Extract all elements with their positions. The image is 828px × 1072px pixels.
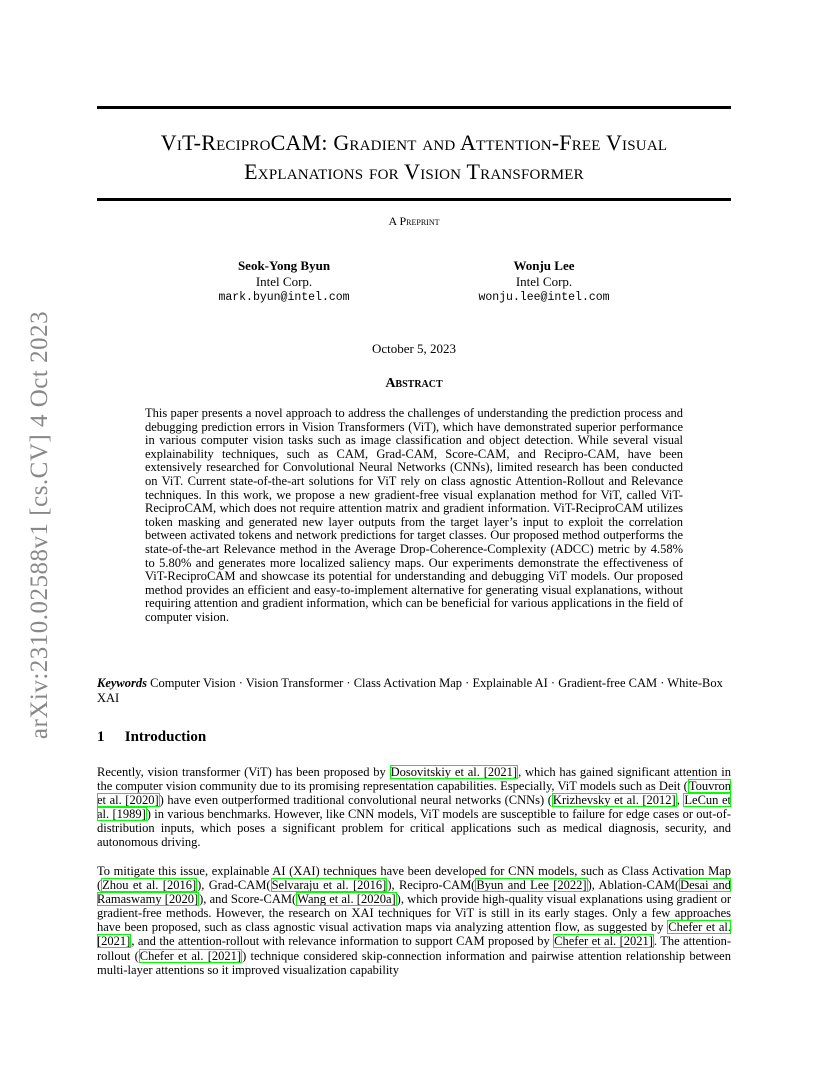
text-run: ), Grad-CAM( [197, 878, 271, 893]
citation-link[interactable]: Wang et al. [2020a] [297, 892, 396, 907]
citation-link[interactable]: Desai and Ramaswamy [2020] [97, 878, 731, 907]
text-run: ), Ablation-CAM( [587, 878, 680, 893]
section-number: 1 [97, 729, 105, 745]
intro-paragraph-2 [97, 864, 731, 977]
author-name: Wonju Lee [513, 258, 575, 273]
citation-link[interactable]: Chefer et al. [2021] [554, 934, 653, 949]
text-run: Recently, vision transformer (ViT) has been proposed by [97, 765, 390, 779]
text-run: ), Recipro-CAM( [387, 878, 476, 893]
citation-link[interactable]: LeCun et al. [1989] [97, 793, 732, 822]
text-run: , and the attention-rollout with relevance information to support CAM proposed by [131, 934, 554, 949]
title-line-2: Explanations for Vision Transformer [244, 159, 584, 184]
text-run: . The attention-rollout ( [97, 934, 731, 963]
citation-link[interactable]: Chefer et al. [2021] [97, 920, 731, 949]
author-email[interactable]: wonju.lee@intel.com [478, 291, 610, 304]
title-bottom-rule [97, 198, 731, 201]
keywords-list: Computer Vision · Vision Transformer · Class Activation Map · Explainable AI · Gradient-free CAM · White-Box XAI [97, 676, 723, 705]
text-run: To mitigate this issue, explainable AI (XAI) techniques have been developed for CNN models, such as Class Activation Map ( [97, 864, 731, 893]
arxiv-side-stamp: arXiv:2310.02588v1 [cs.CV] 4 Oct 2023 [26, 310, 53, 740]
text-run: ) technique considered skip-connection information and pairwise attention relationship between multi-layer attentions so it improved visualization capability [97, 948, 731, 977]
citation-link[interactable]: Touvron et al. [2020] [97, 779, 731, 808]
abstract-heading: Abstract [385, 376, 443, 391]
citation-link[interactable]: Krizhevsky et al. [2012] [552, 793, 676, 808]
text-run: ), and Score-CAM( [199, 892, 297, 907]
title-line-1: ViT-ReciproCAM: Gradient and Attention-Free Visual [160, 130, 668, 155]
preprint-label: A Preprint [388, 214, 440, 228]
paper-title [97, 128, 731, 186]
publication-date: October 5, 2023 [371, 341, 457, 356]
citation-link[interactable]: Dosovitskiy et al. [2021] [390, 765, 518, 779]
citation-link[interactable]: Chefer et al. [2021] [139, 948, 242, 963]
citation-link[interactable]: Selvaraju et al. [2016] [271, 878, 387, 893]
keywords-label: Keywords [97, 676, 147, 690]
keywords [97, 676, 731, 705]
author-block-1 [164, 258, 404, 306]
text-run: ) in various benchmarks. However, like CNN models, ViT models are susceptible to failure for edge cases or out-of-distribution inputs, which poses a significant problem for critical applications such as medical diagnosis, security, and autonomous driving. [97, 807, 731, 850]
section-heading-introduction [97, 729, 206, 746]
text-run: , [676, 793, 684, 808]
intro-paragraph-1 [97, 765, 731, 850]
citation-link[interactable]: Zhou et al. [2016] [102, 878, 197, 893]
author-email[interactable]: mark.byun@intel.com [218, 291, 350, 304]
text-run: , which has gained significant attention in the computer vision community due to its promising representation capabilities. Especially, ViT models such as Deit ( [97, 765, 731, 794]
text-run: ) have even outperformed traditional convolutional neural networks (CNNs) ( [159, 793, 552, 808]
section-title: Introduction [124, 729, 207, 745]
author-affiliation: Intel Corp. [515, 274, 573, 289]
text-run: ), which provide high-quality visual explanations using gradient or gradient-free methods. However, the research on XAI techniques for ViT is still in its early stages. Only a few approaches have been proposed, such as class agnostic visual activation maps via analyzing attention flow, as suggested by [97, 892, 731, 935]
citation-link[interactable]: Byun and Lee [2022] [476, 878, 587, 893]
title-top-rule [97, 106, 731, 109]
author-block-2 [424, 258, 664, 306]
author-name: Seok-Yong Byun [237, 258, 331, 273]
abstract-text: This paper presents a novel approach to address the challenges of understanding the prediction process and debugging prediction errors in Vision Transformers (ViT), which have demonstrated superior performance in various computer vision tasks such as image classification and object detection. While several visual explainability techniques, such as CAM, Grad-CAM, Score-CAM, and Recipro-CAM, have been extensively researched for Convolutional Neural Networks (CNNs), limited research has been conducted on ViT. Current state-of-the-art solutions for ViT rely on class agnostic Attention-Rollout and Relevance techniques. In this work, we propose a new gradient-free visual explanation method for ViT, called ViT-ReciproCAM, which does not require attention matrix and gradient information. ViT-ReciproCAM utilizes token masking and generated new layer outputs from the target layer’s input to exploit the correlation between activated tokens and network predictions for target classes. Our proposed method outperforms the state-of-the-art Relevance method in the Average Drop-Coherence-Complexity (ADCC) metric by 4.58% to 5.80% and generates more localized saliency maps. Our experiments demonstrate the effectiveness of ViT-ReciproCAM and showcase its potential for understanding and debugging ViT models. Our proposed method provides an efficient and easy-to-implement alternative for generating visual explanations, without requiring attention and gradient information, which can be beneficial for various applications in the field of computer vision. [145, 406, 683, 624]
author-affiliation: Intel Corp. [255, 274, 313, 289]
